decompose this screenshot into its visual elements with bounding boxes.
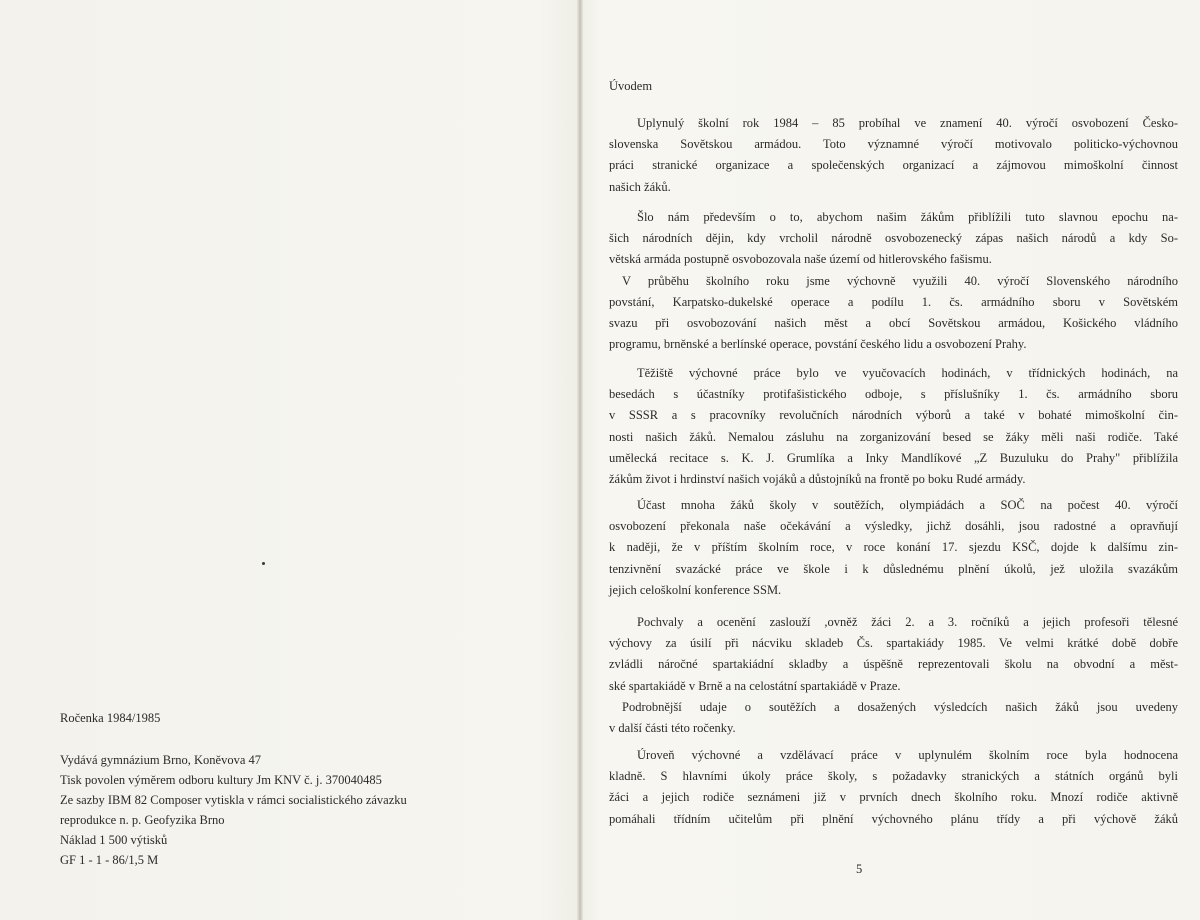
ink-speck (262, 562, 265, 565)
imprint-line: reprodukce n. p. Geofyzika Brno (60, 813, 225, 827)
text-line: svazu při osvobozování našich měst a obcí Sovětskou armádou, Košického vládního (609, 316, 1178, 331)
paragraph (609, 745, 1178, 830)
text-line: slovenska Sovětskou armádou. Toto významné výročí motivovalo politicko-výchovnou (609, 137, 1178, 152)
page-number: 5 (856, 862, 863, 876)
text-line: Úroveň výchovné a vzdělávací práce v uplynulém školním roce byla hodnocena (637, 748, 1178, 762)
imprint-line: Náklad 1 500 výtisků (60, 833, 168, 847)
text-line: ské spartakiádě v Brně a na celostátní spartakiádě v Praze. (609, 678, 901, 693)
text-line: V průběhu školního roku jsme výchovně využili 40. výročí Slovenského národního (622, 273, 1178, 288)
text-line: pomáhali třídním učitelům při plnění výchovného plánu třídy a při výchově žáků (609, 811, 1178, 826)
text-line: umělecká recitace s. K. J. Grumlíka a Inky Mandlíkové „Z Buzuluku do Prahy" přiblížila (609, 450, 1178, 465)
text-line: povstání, Karpatsko-dukelské operace a podílu 1. čs. armádního sboru v Sovětském (609, 294, 1178, 309)
text-line: Šlo nám především o to, abychom našim žákům přiblížili tuto slavnou epochu na- (637, 210, 1178, 224)
text-line: v další části této ročenky. (609, 721, 736, 736)
text-line: kladně. S hlavními úkoly práce školy, s požadavky stranických a státních orgánů byli (609, 769, 1178, 784)
text-line: výchovy za úsilí při nácviku skladeb Čs. spartakiády 1985. Ve velmi krátké době dobře (609, 636, 1178, 651)
text-line: Podrobnější udaje o soutěžích a dosažených výsledcích našich žáků jsou uvedeny (622, 699, 1178, 714)
text-line: zvládli náročné spartakiádní skladby a úspěšně reprezentovali školu na obvodní a měst- (609, 657, 1178, 672)
text-line: besedách s účastníky protifašistického odboje, s příslušníky 1. čs. armádního sboru (609, 387, 1178, 402)
right-page (583, 0, 1200, 920)
text-line: práci stranické organizace a společenských organizací a zájmovou mimoškolní činnost (609, 158, 1178, 173)
yearbook-title: Ročenka 1984/1985 (60, 711, 161, 725)
imprint-line: Vydává gymnázium Brno, Koněvova 47 (60, 753, 262, 767)
paragraph (609, 495, 1178, 601)
text-line: nosti našich žáků. Nemalou zásluhu na zorganizování besed se žáky měli naši rodiče. Také (609, 429, 1178, 444)
text-line: žáci a jejich rodiče seznámeni již v prvních dnech školního roku. Mnozí rodiče aktivně (609, 790, 1178, 805)
text-line: šich národních dějin, kdy vrcholil národně osvobozenecký zápas našich národů a kdy So- (609, 231, 1178, 246)
text-line: Účast mnoha žáků školy v soutěžích, olympiádách a SOČ na počest 40. výročí (637, 498, 1178, 512)
imprint-block (60, 750, 407, 850)
paragraph (609, 207, 1178, 355)
text-line: v SSSR a s pracovníky revolučních národních výborů a také v bohaté mimoškolní čin- (609, 408, 1178, 423)
text-line: tenzivnění svazácké práce ve škole i k důslednému plnění úkolů, jež uložila svazákům (609, 561, 1178, 576)
text-line: programu, brněnské a berlínské operace, povstání českého lidu a osvobození Prahy. (609, 337, 1027, 352)
text-line: Těžiště výchovné práce bylo ve vyučovacích hodinách, v třídnických hodinách, na (637, 366, 1178, 380)
text-line: k naději, že v příštím školním roce, v roce konání 17. sjezdu KSČ, dojde k dalšímu zin- (609, 540, 1178, 555)
text-line: Uplynulý školní rok 1984 – 85 probíhal ve znamení 40. výročí osvobození Česko- (637, 116, 1178, 130)
paragraph (609, 363, 1178, 490)
paragraph (609, 113, 1178, 198)
print-code: GF 1 - 1 - 86/1,5 M (60, 853, 159, 867)
paragraph (609, 612, 1178, 739)
text-line: větská armáda postupně osvobozovala naše území od hitlerovského fašismu. (609, 252, 992, 267)
text-line: jejich celoškolní konference SSM. (609, 582, 782, 597)
imprint-line: Ze sazby IBM 82 Composer vytiskla v rámci socialistického závazku (60, 793, 407, 807)
imprint-line: Tisk povolen výměrem odboru kultury Jm KNV č. j. 370040485 (60, 773, 382, 787)
left-page (0, 0, 577, 920)
text-line: žákům život i hrdinství našich vojáků a důstojníků na frontě po boku Rudé armády. (609, 472, 1026, 487)
text-line: našich žáků. (609, 179, 671, 194)
text-line: Pochvaly a ocenění zaslouží ,ovněž žáci 2. a 3. ročníků a jejich profesoři tělesné (637, 615, 1178, 629)
text-line: osvobození překonala naše očekávání a výsledky, jichž dosáhli, jsou radostné a opravňují (609, 519, 1178, 534)
page-heading: Úvodem (609, 79, 653, 93)
